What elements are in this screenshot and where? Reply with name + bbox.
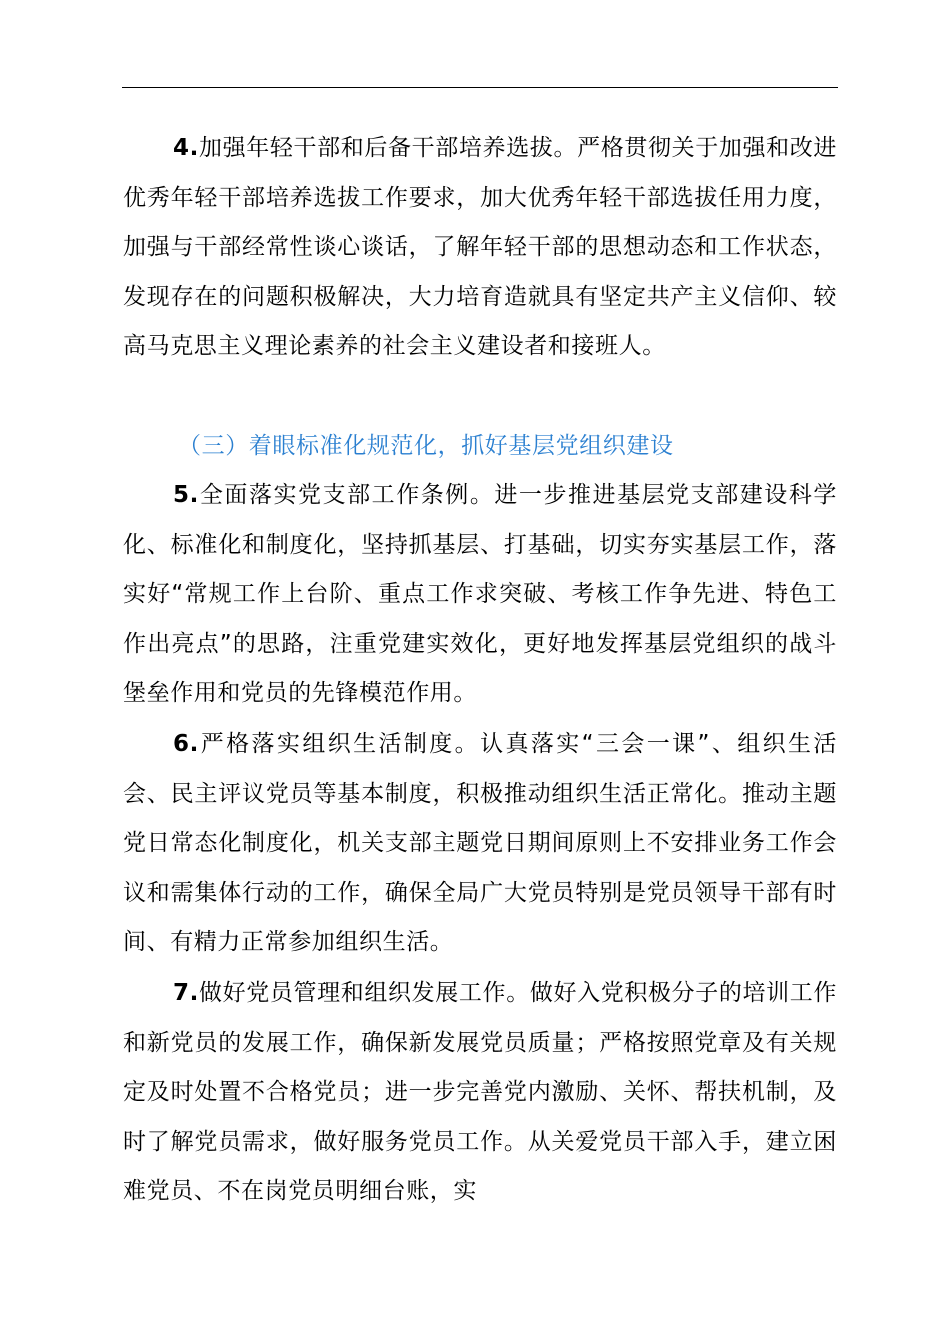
item-number: 5.	[173, 482, 199, 508]
header-rule	[122, 87, 838, 88]
paragraph-5	[123, 471, 837, 719]
paragraph-text: 加强年轻干部和后备干部培养选拔。严格贯彻关于加强和改进优秀年轻干部培养选拔工作要求，加大优秀年轻干部选拔任用力度，加强与干部经常性谈心谈话，了解年轻干部的思想动态和工作状态，发现存在的问题积极解决，大力培育造就具有坚定共产主义信仰、较高马克思主义理论素养的社会主义建设者和接班人。	[123, 135, 837, 360]
paragraph-6	[123, 720, 837, 968]
paragraph-text: 做好党员管理和组织发展工作。做好入党积极分子的培训工作和新党员的发展工作，确保新发展党员质量；严格按照党章及有关规定及时处置不合格党员；进一步完善党内激励、关怀、帮扶机制，及时了解党员需求，做好服务党员工作。从关爱党员干部入手，建立困难党员、不在岗党员明细台账，实	[123, 980, 837, 1205]
paragraph-4	[123, 124, 837, 372]
item-number: 6.	[173, 731, 199, 757]
item-number: 4.	[173, 135, 199, 161]
paragraph-text: 严格落实组织生活制度。认真落实“三会一课”、组织生活会、民主评议党员等基本制度，积极推动组织生活正常化。推动主题党日常态化制度化，机关支部主题党日期间原则上不安排业务工作会议和需集体行动的工作，确保全局广大党员特别是党员领导干部有时间、有精力正常参加组织生活。	[123, 731, 837, 956]
paragraph-text: 全面落实党支部工作条例。进一步推进基层党支部建设科学化、标准化和制度化，坚持抓基层、打基础，切实夯实基层工作，落实好“常规工作上台阶、重点工作求突破、考核工作争先进、特色工作出亮点”的思路，注重党建实效化，更好地发挥基层党组织的战斗堡垒作用和党员的先锋模范作用。	[123, 482, 837, 707]
section-heading: （三）着眼标准化规范化，抓好基层党组织建设	[178, 433, 674, 459]
item-number: 7.	[173, 980, 199, 1006]
paragraph-7	[123, 969, 837, 1217]
